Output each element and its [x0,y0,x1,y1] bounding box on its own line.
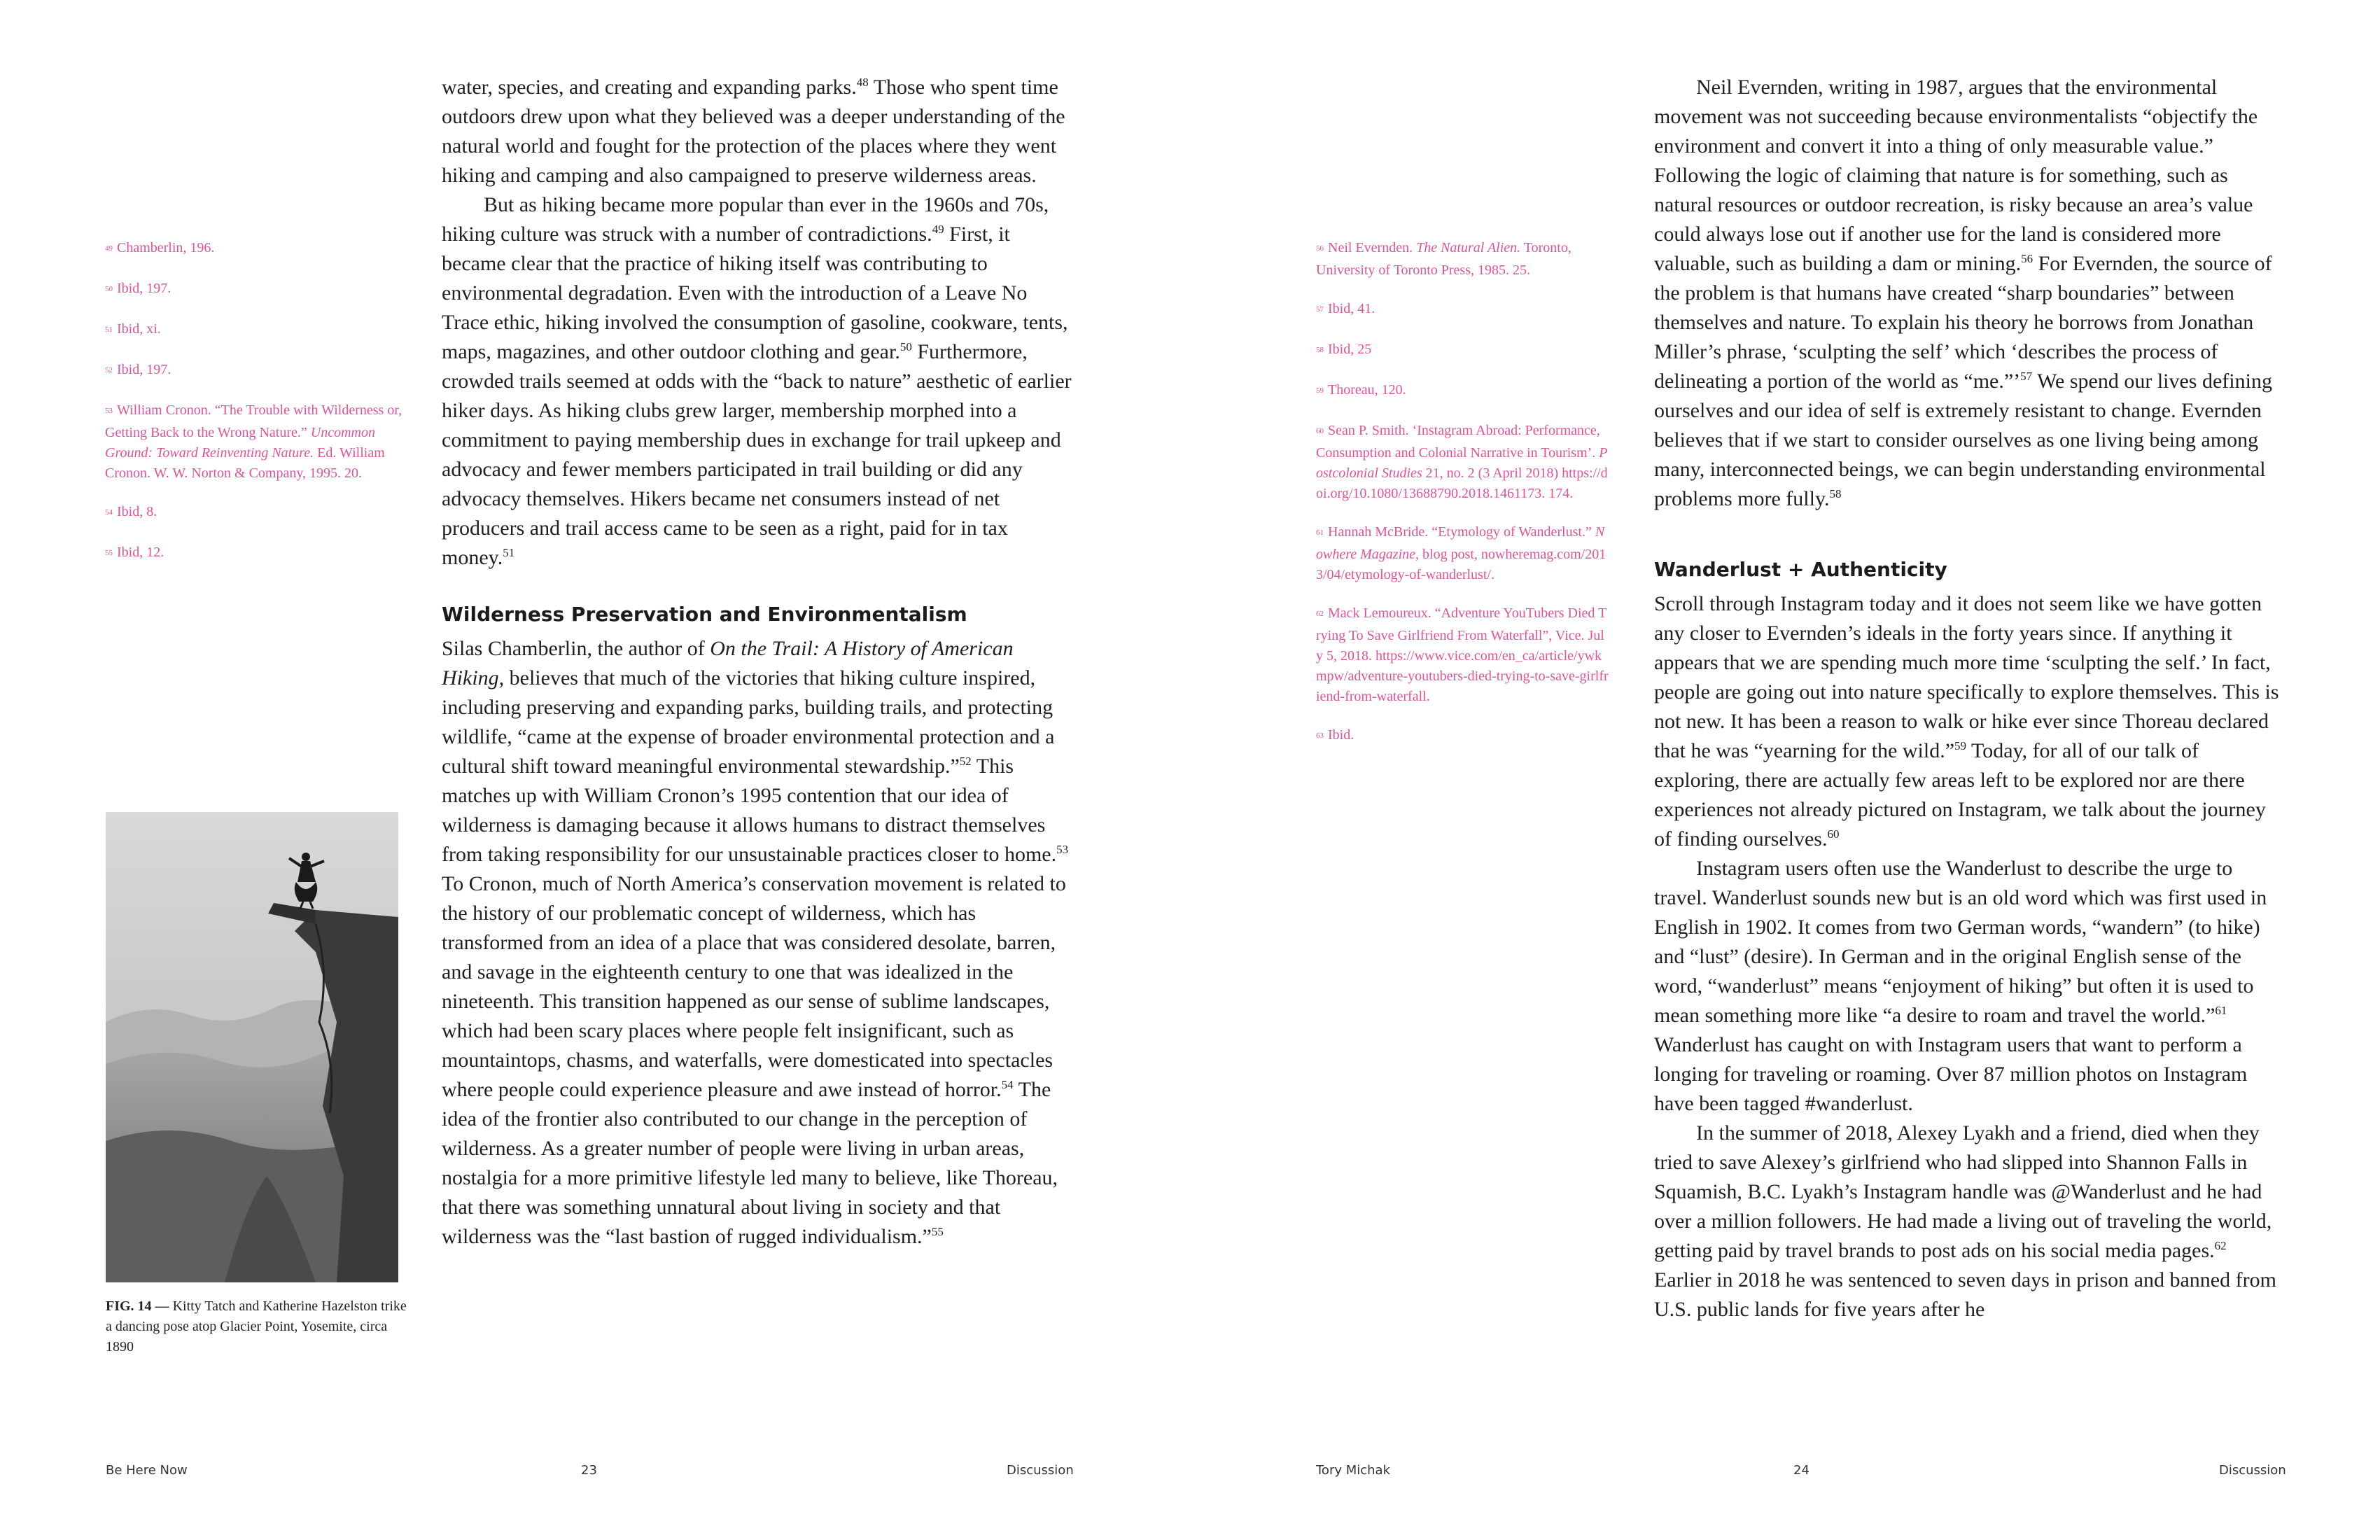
section-heading: Wilderness Preservation and Environmentalism [442,603,967,626]
footnote: $^{60}$ Sean P. Smith. ‘Instagram Abroad: Performance, Consumption and Colonial Narrative in Tourism’. Postcolonial Studies 21, no. 2 (3 April 2018) https://doi.org/10.1080/13688790.2018.1461173. 174. [1316,423,1608,501]
figure-caption: FIG. 14 — Kitty Tatch and Katherine Hazelston trike a dancing pose atop Glacier Point, Yosemite, circa 1890 [106,1298,407,1354]
footnote: $^{56}$ Neil Evernden. The Natural Alien. Toronto, University of Toronto Press, 1985. 25. [1316,240,1572,278]
footnote: $^{51}$ Ibid, xi. [105,321,161,337]
paragraph: Instagram users often use the Wanderlust to describe the urge to travel. Wanderlust sounds new but is an old word which was first used in English in 1902. It comes from two German words, “wandern” (to hike) and “lust” (desire). In German and in the original English sense of the word, “wanderlust” means “enjoyment of hiking” but often it is used to mean something more like “a desire to roam and travel the world.”$^{61}$ Wanderlust has caught on with Instagram users that want to perform a longing for traveling or roaming. Over 87 million photos on Instagram have been tagged #wanderlust. [1654,857,2267,1115]
footnote: $^{54}$ Ibid, 8. [105,504,158,519]
left-body-text [442,73,1072,1252]
page-number: 23 [581,1463,597,1478]
margin-notes [105,238,406,583]
paragraph: But as hiking became more popular than ever in the 1960s and 70s, hiking culture was struck with a number of contradictions.$^{49}$ First, it became clear that the practice of hiking itself was contributing to environmental degradation. Even with the introduction of a Leave No Trace ethic, hiking involved the consumption of gasoline, cookware, tents, maps, magazines, and other outdoor clothing and gear.$^{50}$ Furthermore, crowded trails seemed at odds with the “back to nature” aesthetic of earlier hiker days. As hiking clubs grew larger, membership morphed into a commitment to paying membership dues in exchange for trail upkeep and advocacy and fewer members participated in trail building or did any advocacy themselves. Hikers became net consumers instead of net producers and trail access came to be seen as a right, paid for in tax money.$^{51}$ [442,193,1072,569]
paragraph: Silas Chamberlin, the author of On the Trail: A History of American Hiking, believes that much of the victories that hiking culture inspired, including preserving and expanding parks, building trails, and protecting wildlife, “came at the expense of broader environmental protection and a cultural shift toward meaningful environmental stewardship.”$^{52}$ This matches up with William Cronon’s 1995 contention that our idea of wilderness is damaging because it allows humans to distract themselves from taking responsibility for our unsustainable practices closer to home.$^{53}$ To Cronon, much of North America’s conservation movement is related to the history of our problematic concept of wilderness, which has transformed from an idea of a place that was considered desolate, barren, and savage in the eighteenth century to one that was idealized in the nineteenth. This transition happened as our sense of sublime landscapes, which had been scary places where people felt insignificant, such as mountaintops, chasms, and waterfalls, were domesticated into spectacles where people could experience pleasure and awe instead of horror.$^{54}$ The idea of the frontier also contributed to our change in the perception of wilderness. As a greater number of people were living in urban areas, nostalgia for a more primitive lifestyle led many to believe, like Thoreau, that there was something unnatural about living in society and that wilderness was the “last bastion of rugged individualism.”$^{55}$ [442,637,1069,1248]
footnote: $^{62}$ Mack Lemoureux. “Adventure YouTubers Died Trying To Save Girlfriend From Waterfall”, Vice. July 5, 2018. https://www.vice.com/en_ca/article/ywkmpw/adventure-youtubers-died-trying-to-save-girlfriend-from-waterfall. [1316,606,1609,704]
footer-book-title: Be Here Now [106,1463,188,1478]
right-body-text [1654,73,2284,1324]
section-heading: Wanderlust + Authenticity [1654,558,1947,581]
paragraph: water, species, and creating and expanding parks.$^{48}$ Those who spent time outdoors drew upon what they believed was a deeper understanding of the natural world and fought for the protection of the places where they went hiking and camping and also campaigned to preserve wilderness areas. [442,76,1065,187]
footer-section: Discussion [1007,1463,1074,1478]
margin-notes [1316,238,1610,766]
footnote: $^{57}$ Ibid, 41. [1316,301,1376,316]
paragraph: Neil Evernden, writing in 1987, argues that the environmental movement was not succeeding because environmentalists “objectify the environment and convert it into a thing of only measurable value.” Following the logic of claiming that nature is for something, such as natural resources or outdoor recreation, is risky because an area’s value could always lose out if another use for the land is considered more valuable, such as building a dam or mining.$^{56}$ For Evernden, the source of the problem is that humans have created “sharp boundaries” between themselves and nature. To explain his theory he borrows from Jonathan Miller’s phrase, ‘sculpting the self’ which ‘describes the process of delineating a portion of the world as “me.”’$^{57}$ We spend our lives defining ourselves and our idea of self is extremely resistant to change. Evernden believes that if we start to consider ourselves as one living being among many, interconnected beings, we can begin understanding environmental problems more fully.$^{58}$ [1654,76,2272,510]
footnote: $^{49}$ Chamberlin, 196. [105,240,215,255]
footnote: $^{55}$ Ibid, 12. [105,545,164,560]
footnote: $^{63}$ Ibid. [1316,727,1354,743]
figure-photo [106,812,398,1282]
right-page [1190,0,2380,1540]
paragraph: Scroll through Instagram today and it does not seem like we have gotten any closer to Evernden’s ideals in the forty years since. If anything it appears that we are spending much more time ‘sculpting the self.’ In fact, people are going out into nature specifically to explore themselves. This is not new. It has been a reason to walk or hike ever since Thoreau declared that he was “yearning for the wild.”$^{59}$ Today, for all of our talk of exploring, there are actually few areas left to be explored nor are there experiences not already pictured on Instagram, we talk about the journey of finding ourselves.$^{60}$ [1654,592,2279,850]
footer-author: Tory Michak [1316,1463,1391,1478]
footnote: $^{58}$ Ibid, 25 [1316,342,1372,357]
footer-section: Discussion [2219,1463,2286,1478]
glacier-point-photo [106,812,398,1282]
page-number: 24 [1793,1463,1809,1478]
footnote: $^{59}$ Thoreau, 120. [1316,382,1406,398]
footnote: $^{50}$ Ibid, 197. [105,281,172,296]
footnote: $^{53}$ William Cronon. “The Trouble with Wilderness or, Getting Back to the Wrong Nature.” Uncommon Ground: Toward Reinventing Nature. Ed. William Cronon. W. W. Norton & Company, 1995. 20. [105,402,402,481]
footnote: $^{52}$ Ibid, 197. [105,362,172,377]
paragraph: In the summer of 2018, Alexey Lyakh and a friend, died when they tried to save Alexey’s girlfriend who had slipped into Shannon Falls in Squamish, B.C. Lyakh’s Instagram handle was @Wanderlust and he had over a million followers. He had made a living out of traveling the world, getting paid by travel brands to post ads on his social media pages.$^{62}$ Earlier in 2018 he was sentenced to seven days in prison and banned from U.S. public lands for five years after he [1654,1121,2276,1321]
footnote: $^{61}$ Hannah McBride. “Etymology of Wanderlust.” Nowhere Magazine, blog post, nowheremag.com/2013/04/etymology-of-wanderlust/. [1316,524,1606,582]
